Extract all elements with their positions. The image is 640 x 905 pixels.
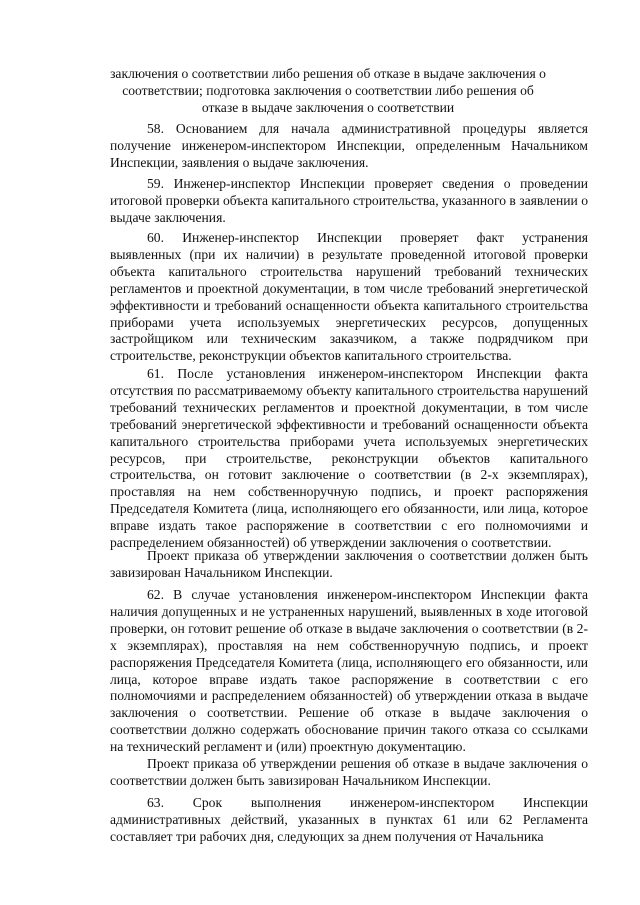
paragraph-61: 61. После установления инженером-инспектором Инспекции факта отсутствия по рассматриваемому объекту капитального строительства нарушений требований технических регламентов и проектной документации, в том числе требований энергетической эффективности и требований оснащенности объекта капитального строительства приборами учета используемых энергетических ресурсов, при строительстве, реконструкции объектов капитального строительства, он готовит заключение о соответствии (в 2-х экземплярах), проставляя на нем собственноручную подпись, и проект распоряжения Председателя Комитета (лица, исполняющего его обязанности, или лица, которое вправе издать такое распоряжение в соответствии с его полномочиями и распределением обязанностей) об утверждении заключения о соответствии.: [110, 366, 588, 551]
paragraph-63: 63. Срок выполнения инженером-инспектором Инспекции административных действий, указанных в пунктах 61 или 62 Регламента составляет три рабочих дня, следующих за днем получения от Начальника: [110, 795, 588, 844]
paragraph-62-note: Проект приказа об утверждении решения об отказе в выдаче заключения о соответствии должен быть завизирован Начальником Инспекции.: [110, 756, 588, 788]
paragraph-59: 59. Инженер-инспектор Инспекции проверяет сведения о проведении итоговой проверки объекта капитального строительства, указанного в заявлении о выдаче заключения.: [110, 176, 588, 225]
paragraph-58: 58. Основанием для начала административной процедуры является получение инженером-инспектором Инспекции, определенным Начальником Инспекции, заявления о выдаче заключения.: [110, 121, 588, 170]
paragraph-62: 62. В случае установления инженером-инспектором Инспекции факта наличия допущенных и не устраненных нарушений, выявленных в ходе итоговой проверки, он готовит решение об отказе в выдаче заключения о соответствии (в 2-х экземплярах), проставляя на нем собственноручную подпись, и проект распоряжения Председателя Комитета (лица, исполняющего его обязанности, или лица, которое вправе издать такое распоряжение в соответствии с его полномочиями и распределением обязанностей) об утверждении отказа в выдаче заключения о соответствии. Решение об отказе в выдаче заключения о соответствии должно содержать обоснование причин такого отказа со ссылками на технический регламент и (или) проектную документацию.: [110, 587, 588, 755]
paragraph-60: 60. Инженер-инспектор Инспекции проверяет факт устранения выявленных (при их наличии) в результате проведенной итоговой проверки объекта капитального строительства нарушений требований технических регламентов и проектной документации, в том числе требований энергетической эффективности и требований оснащенности объекта капитального строительства приборами учета используемых энергетических ресурсов, допущенных застройщиком или техническим заказчиком, а также подрядчиком при строительстве, реконструкции объектов капитального строительства.: [110, 230, 588, 364]
paragraph-61-note: Проект приказа об утверждении заключения о соответствии должен быть завизирован Начальником Инспекции.: [110, 548, 588, 580]
section-heading: заключения о соответствии либо решения об отказе в выдаче заключения о соответствии; подготовка заключения о соответствии либо решения об отказе в выдаче заключения о соответствии: [110, 66, 546, 115]
